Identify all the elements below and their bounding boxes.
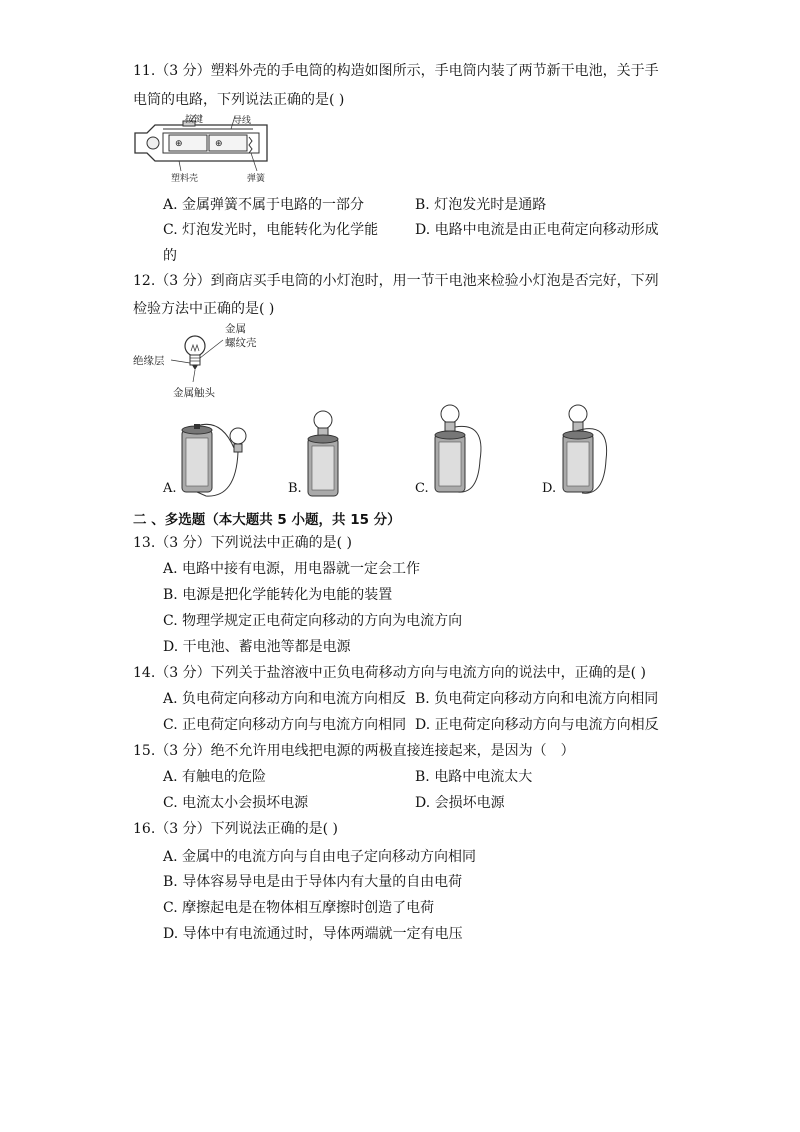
q12-figure-b <box>301 406 361 500</box>
q13-stem: 13.（3 分）下列说法中正确的是( ) <box>133 535 352 551</box>
q15-option-b[interactable]: B. 电路中电流太大 <box>415 769 533 785</box>
q11-option-c-cont: 的 <box>163 248 177 264</box>
q14-option-c[interactable]: C. 正电荷定向移动方向与电流方向相同 <box>163 717 407 733</box>
q11-option-a[interactable]: A. 金属弹簧不属于电路的一部分 <box>163 197 365 213</box>
label-screw-shell: 螺纹壳 <box>225 337 257 349</box>
q13-option-c[interactable]: C. 物理学规定正电荷定向移动的方向为电流方向 <box>163 613 463 629</box>
q12-figure-d <box>556 400 626 498</box>
flashlight-figure <box>133 113 273 183</box>
q13-option-b[interactable]: B. 电源是把化学能转化为电能的装置 <box>163 587 393 603</box>
q12-figure-a <box>176 418 266 500</box>
q12-choice-c[interactable]: C. <box>415 481 429 496</box>
q14-stem: 14.（3 分）下列关于盐溶液中正负电荷移动方向与电流方向的说法中，正确的是( ) <box>133 665 646 681</box>
q15-option-a[interactable]: A. 有触电的危险 <box>163 769 267 785</box>
label-insulation: 绝缘层 <box>133 355 165 367</box>
q16-option-a[interactable]: A. 金属中的电流方向与自由电子定向移动方向相同 <box>163 849 477 865</box>
svg-text:⊕: ⊕ <box>215 139 223 149</box>
q15-option-d[interactable]: D. 会损坏电源 <box>415 795 505 811</box>
q11-option-b[interactable]: B. 灯泡发光时是通路 <box>415 197 547 213</box>
label-shell: 塑料壳 <box>171 174 199 183</box>
section-heading: 二 、多选题（本大题共 5 小题，共 15 分） <box>133 512 401 528</box>
q12-choice-a[interactable]: A. <box>163 481 177 496</box>
q16-stem: 16.（3 分）下列说法正确的是( ) <box>133 821 338 837</box>
label-metal-contact: 金属触头 <box>173 387 215 399</box>
svg-text:⊕: ⊕ <box>175 139 183 149</box>
q14-option-a[interactable]: A. 负电荷定向移动方向和电流方向相反 <box>163 691 407 707</box>
q12-stem-line2: 检验方法中正确的是( ) <box>133 301 275 317</box>
q12-figure-c <box>428 400 498 498</box>
q11-option-d[interactable]: D. 电路中电流是由正电荷定向移动形成 <box>415 222 659 238</box>
q13-option-d[interactable]: D. 干电池、蓄电池等都是电源 <box>163 639 351 655</box>
label-spring: 弹簧 <box>247 174 266 183</box>
q12-stem-line1: 12.（3 分）到商店买手电筒的小灯泡时，用一节干电池来检验小灯泡是否完好，下列 <box>133 273 659 289</box>
q11-stem-line1: 11.（3 分）塑料外壳的手电筒的构造如图所示，手电筒内装了两节新干电池，关于手 <box>133 63 659 79</box>
q14-option-b[interactable]: B. 负电荷定向移动方向和电流方向相同 <box>415 691 659 707</box>
q16-option-c[interactable]: C. 摩擦起电是在物体相互摩擦时创造了电荷 <box>163 900 435 916</box>
q15-stem: 15.（3 分）绝不允许用电线把电源的两极直接连接起来，是因为（ ） <box>133 743 575 759</box>
q15-option-c[interactable]: C. 电流太小会损坏电源 <box>163 795 309 811</box>
q16-option-d[interactable]: D. 导体中有电流通过时，导体两端就一定有电压 <box>163 926 463 942</box>
q13-option-a[interactable]: A. 电路中接有电源，用电器就一定会工作 <box>163 561 421 577</box>
label-wire: 导线 <box>233 116 252 126</box>
bulb-diagram <box>133 318 283 403</box>
q12-choice-b[interactable]: B. <box>288 481 302 496</box>
q14-option-d[interactable]: D. 正电荷定向移动方向与电流方向相反 <box>415 717 659 733</box>
label-metal: 金属 <box>225 323 246 335</box>
q11-stem-line2: 电筒的电路，下列说法正确的是( ) <box>133 92 345 108</box>
q11-option-c[interactable]: C. 灯泡发光时，电能转化为化学能 <box>163 222 379 238</box>
q12-choice-d[interactable]: D. <box>542 481 557 496</box>
label-button: 按键 <box>185 115 204 125</box>
q16-option-b[interactable]: B. 导体容易导电是由于导体内有大量的自由电荷 <box>163 874 463 890</box>
